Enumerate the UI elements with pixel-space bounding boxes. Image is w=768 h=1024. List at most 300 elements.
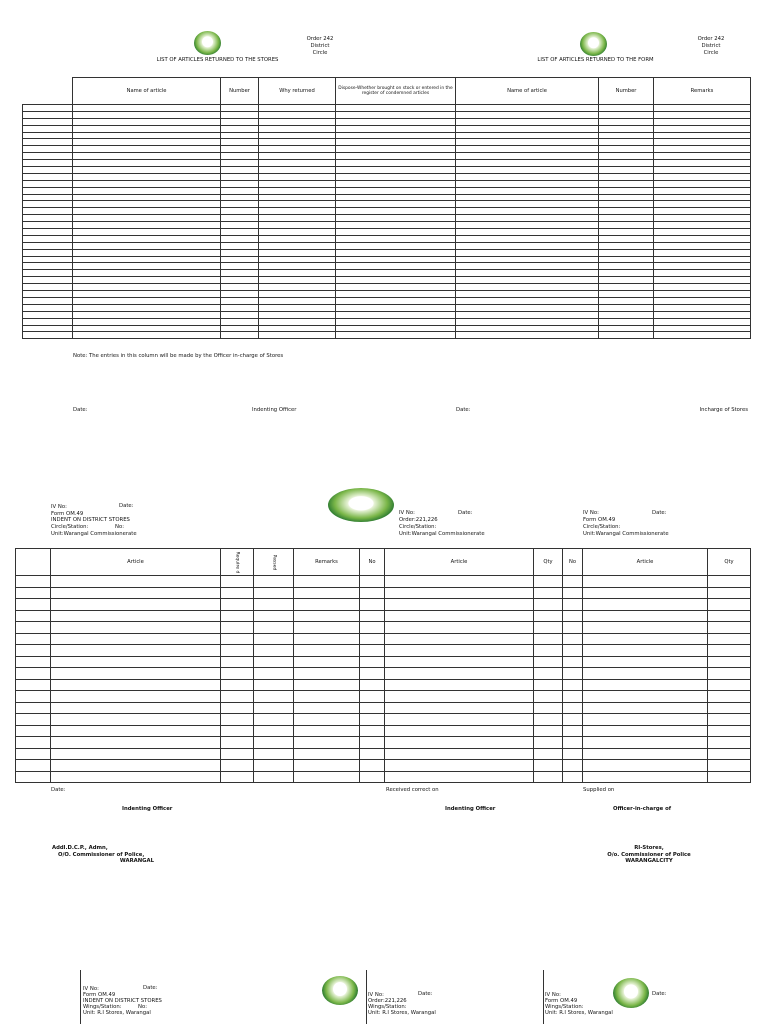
table-cell[interactable] [654, 208, 751, 215]
table-cell[interactable] [73, 229, 221, 236]
table-cell[interactable] [73, 270, 221, 277]
table-cell[interactable] [51, 610, 221, 622]
table-cell[interactable] [73, 311, 221, 318]
table-cell[interactable] [294, 645, 360, 657]
table-cell[interactable] [360, 760, 385, 772]
table-cell[interactable] [654, 318, 751, 325]
table-cell[interactable] [16, 645, 51, 657]
table-cell[interactable] [221, 173, 259, 180]
table-cell[interactable] [259, 118, 336, 125]
table-cell[interactable] [654, 105, 751, 112]
table-cell[interactable] [599, 311, 654, 318]
table-cell[interactable] [23, 194, 73, 201]
table-cell[interactable] [456, 249, 599, 256]
table-cell[interactable] [708, 622, 751, 634]
table-cell[interactable] [73, 153, 221, 160]
table-cell[interactable] [599, 160, 654, 167]
table-cell[interactable] [23, 118, 73, 125]
table-cell[interactable] [73, 215, 221, 222]
table-cell[interactable] [254, 668, 294, 680]
table-cell[interactable] [259, 304, 336, 311]
table-cell[interactable] [654, 270, 751, 277]
table-cell[interactable] [16, 771, 51, 783]
table-cell[interactable] [336, 297, 456, 304]
table-cell[interactable] [654, 297, 751, 304]
table-cell[interactable] [16, 622, 51, 634]
table-cell[interactable] [259, 229, 336, 236]
table-cell[interactable] [259, 284, 336, 291]
table-cell[interactable] [23, 332, 73, 339]
table-cell[interactable] [336, 180, 456, 187]
table-cell[interactable] [534, 622, 563, 634]
table-cell[interactable] [708, 656, 751, 668]
table-cell[interactable] [583, 737, 708, 749]
table-cell[interactable] [360, 679, 385, 691]
table-cell[interactable] [336, 270, 456, 277]
table-cell[interactable] [16, 679, 51, 691]
table-cell[interactable] [73, 180, 221, 187]
table-cell[interactable] [51, 748, 221, 760]
table-cell[interactable] [456, 215, 599, 222]
table-cell[interactable] [23, 222, 73, 229]
table-cell[interactable] [360, 714, 385, 726]
table-cell[interactable] [385, 702, 534, 714]
table-cell[interactable] [599, 132, 654, 139]
table-cell[interactable] [16, 610, 51, 622]
table-cell[interactable] [654, 304, 751, 311]
table-cell[interactable] [456, 173, 599, 180]
table-cell[interactable] [456, 180, 599, 187]
table-cell[interactable] [254, 576, 294, 588]
table-cell[interactable] [534, 633, 563, 645]
table-cell[interactable] [360, 656, 385, 668]
table-cell[interactable] [385, 714, 534, 726]
table-cell[interactable] [73, 304, 221, 311]
table-cell[interactable] [654, 187, 751, 194]
table-cell[interactable] [259, 318, 336, 325]
table-cell[interactable] [294, 771, 360, 783]
table-cell[interactable] [23, 201, 73, 208]
table-cell[interactable] [23, 311, 73, 318]
table-cell[interactable] [51, 576, 221, 588]
table-cell[interactable] [73, 332, 221, 339]
table-cell[interactable] [654, 311, 751, 318]
table-cell[interactable] [583, 691, 708, 703]
table-cell[interactable] [456, 304, 599, 311]
table-cell[interactable] [708, 760, 751, 772]
table-cell[interactable] [336, 208, 456, 215]
table-cell[interactable] [360, 633, 385, 645]
table-cell[interactable] [221, 622, 254, 634]
table-cell[interactable] [259, 180, 336, 187]
table-cell[interactable] [23, 270, 73, 277]
table-cell[interactable] [654, 132, 751, 139]
table-cell[interactable] [294, 737, 360, 749]
table-cell[interactable] [23, 284, 73, 291]
table-cell[interactable] [456, 263, 599, 270]
table-cell[interactable] [534, 737, 563, 749]
table-cell[interactable] [294, 668, 360, 680]
table-cell[interactable] [456, 187, 599, 194]
table-cell[interactable] [23, 325, 73, 332]
table-cell[interactable] [456, 311, 599, 318]
table-cell[interactable] [654, 146, 751, 153]
table-cell[interactable] [583, 610, 708, 622]
table-cell[interactable] [221, 229, 259, 236]
table-cell[interactable] [23, 187, 73, 194]
table-cell[interactable] [254, 702, 294, 714]
table-cell[interactable] [51, 691, 221, 703]
table-cell[interactable] [654, 118, 751, 125]
table-cell[interactable] [73, 242, 221, 249]
table-cell[interactable] [16, 725, 51, 737]
table-cell[interactable] [51, 645, 221, 657]
table-cell[interactable] [294, 679, 360, 691]
table-cell[interactable] [456, 146, 599, 153]
table-cell[interactable] [221, 291, 259, 298]
table-cell[interactable] [336, 215, 456, 222]
table-cell[interactable] [360, 737, 385, 749]
table-cell[interactable] [51, 702, 221, 714]
table-cell[interactable] [360, 576, 385, 588]
table-cell[interactable] [73, 291, 221, 298]
table-cell[interactable] [221, 325, 259, 332]
table-cell[interactable] [708, 771, 751, 783]
table-cell[interactable] [73, 318, 221, 325]
table-cell[interactable] [456, 105, 599, 112]
table-cell[interactable] [221, 668, 254, 680]
table-cell[interactable] [51, 725, 221, 737]
table-cell[interactable] [23, 263, 73, 270]
table-cell[interactable] [563, 645, 583, 657]
table-cell[interactable] [336, 118, 456, 125]
table-cell[interactable] [259, 111, 336, 118]
table-cell[interactable] [456, 194, 599, 201]
table-cell[interactable] [254, 610, 294, 622]
table-cell[interactable] [294, 576, 360, 588]
table-cell[interactable] [259, 332, 336, 339]
table-cell[interactable] [221, 270, 259, 277]
table-cell[interactable] [534, 691, 563, 703]
table-cell[interactable] [259, 167, 336, 174]
table-cell[interactable] [563, 633, 583, 645]
table-cell[interactable] [254, 760, 294, 772]
table-cell[interactable] [599, 263, 654, 270]
table-cell[interactable] [221, 771, 254, 783]
table-cell[interactable] [336, 194, 456, 201]
table-cell[interactable] [534, 610, 563, 622]
table-cell[interactable] [583, 587, 708, 599]
table-cell[interactable] [221, 146, 259, 153]
table-cell[interactable] [259, 263, 336, 270]
table-cell[interactable] [599, 284, 654, 291]
table-cell[interactable] [654, 242, 751, 249]
table-cell[interactable] [221, 748, 254, 760]
table-cell[interactable] [599, 297, 654, 304]
table-cell[interactable] [23, 318, 73, 325]
table-cell[interactable] [221, 132, 259, 139]
table-cell[interactable] [51, 633, 221, 645]
table-cell[interactable] [563, 725, 583, 737]
table-cell[interactable] [221, 633, 254, 645]
table-cell[interactable] [336, 111, 456, 118]
table-cell[interactable] [654, 229, 751, 236]
table-cell[interactable] [336, 318, 456, 325]
table-cell[interactable] [599, 318, 654, 325]
table-cell[interactable] [73, 222, 221, 229]
table-cell[interactable] [221, 587, 254, 599]
table-cell[interactable] [385, 633, 534, 645]
table-cell[interactable] [456, 160, 599, 167]
table-cell[interactable] [336, 304, 456, 311]
table-cell[interactable] [254, 737, 294, 749]
table-cell[interactable] [221, 201, 259, 208]
table-cell[interactable] [336, 263, 456, 270]
table-cell[interactable] [294, 748, 360, 760]
table-cell[interactable] [583, 748, 708, 760]
table-cell[interactable] [254, 656, 294, 668]
table-cell[interactable] [73, 132, 221, 139]
table-cell[interactable] [259, 139, 336, 146]
table-cell[interactable] [456, 318, 599, 325]
table-cell[interactable] [456, 332, 599, 339]
table-cell[interactable] [385, 587, 534, 599]
table-cell[interactable] [534, 679, 563, 691]
table-cell[interactable] [221, 125, 259, 132]
table-cell[interactable] [221, 656, 254, 668]
table-cell[interactable] [599, 242, 654, 249]
table-cell[interactable] [360, 587, 385, 599]
table-cell[interactable] [221, 645, 254, 657]
table-cell[interactable] [336, 277, 456, 284]
table-cell[interactable] [456, 208, 599, 215]
table-cell[interactable] [336, 291, 456, 298]
table-cell[interactable] [336, 242, 456, 249]
table-cell[interactable] [51, 599, 221, 611]
table-cell[interactable] [708, 576, 751, 588]
table-cell[interactable] [16, 702, 51, 714]
table-cell[interactable] [294, 725, 360, 737]
table-cell[interactable] [73, 201, 221, 208]
table-cell[interactable] [563, 771, 583, 783]
table-cell[interactable] [654, 180, 751, 187]
table-cell[interactable] [23, 125, 73, 132]
table-cell[interactable] [23, 229, 73, 236]
table-cell[interactable] [654, 256, 751, 263]
table-cell[interactable] [294, 610, 360, 622]
table-cell[interactable] [583, 656, 708, 668]
table-cell[interactable] [51, 760, 221, 772]
table-cell[interactable] [23, 167, 73, 174]
table-cell[interactable] [259, 270, 336, 277]
table-cell[interactable] [599, 139, 654, 146]
table-cell[interactable] [654, 160, 751, 167]
table-cell[interactable] [534, 656, 563, 668]
table-cell[interactable] [259, 222, 336, 229]
table-cell[interactable] [654, 194, 751, 201]
table-cell[interactable] [456, 153, 599, 160]
table-cell[interactable] [534, 748, 563, 760]
table-cell[interactable] [583, 633, 708, 645]
table-cell[interactable] [259, 291, 336, 298]
table-cell[interactable] [16, 587, 51, 599]
table-cell[interactable] [254, 771, 294, 783]
table-cell[interactable] [708, 702, 751, 714]
table-cell[interactable] [23, 215, 73, 222]
table-cell[interactable] [221, 249, 259, 256]
table-cell[interactable] [221, 318, 259, 325]
table-cell[interactable] [563, 702, 583, 714]
table-cell[interactable] [654, 153, 751, 160]
table-cell[interactable] [360, 599, 385, 611]
table-cell[interactable] [583, 679, 708, 691]
table-cell[interactable] [563, 587, 583, 599]
table-cell[interactable] [259, 208, 336, 215]
table-cell[interactable] [51, 668, 221, 680]
table-cell[interactable] [654, 325, 751, 332]
table-cell[interactable] [254, 599, 294, 611]
table-cell[interactable] [534, 771, 563, 783]
table-cell[interactable] [336, 132, 456, 139]
table-cell[interactable] [563, 714, 583, 726]
table-cell[interactable] [654, 249, 751, 256]
table-cell[interactable] [23, 180, 73, 187]
table-cell[interactable] [23, 242, 73, 249]
table-cell[interactable] [259, 194, 336, 201]
table-cell[interactable] [221, 679, 254, 691]
table-cell[interactable] [221, 139, 259, 146]
table-cell[interactable] [599, 249, 654, 256]
table-cell[interactable] [23, 160, 73, 167]
table-cell[interactable] [599, 332, 654, 339]
table-cell[interactable] [336, 187, 456, 194]
table-cell[interactable] [221, 610, 254, 622]
table-cell[interactable] [23, 291, 73, 298]
table-cell[interactable] [221, 599, 254, 611]
table-cell[interactable] [51, 771, 221, 783]
table-cell[interactable] [259, 297, 336, 304]
table-cell[interactable] [456, 222, 599, 229]
table-cell[interactable] [254, 679, 294, 691]
table-cell[interactable] [456, 297, 599, 304]
table-cell[interactable] [73, 263, 221, 270]
table-cell[interactable] [456, 242, 599, 249]
table-cell[interactable] [221, 714, 254, 726]
table-cell[interactable] [708, 599, 751, 611]
table-cell[interactable] [73, 208, 221, 215]
table-cell[interactable] [534, 760, 563, 772]
table-cell[interactable] [456, 270, 599, 277]
table-cell[interactable] [336, 167, 456, 174]
table-cell[interactable] [336, 105, 456, 112]
table-cell[interactable] [23, 208, 73, 215]
table-cell[interactable] [221, 194, 259, 201]
table-cell[interactable] [73, 105, 221, 112]
table-cell[interactable] [456, 235, 599, 242]
table-cell[interactable] [336, 160, 456, 167]
table-cell[interactable] [259, 215, 336, 222]
table-cell[interactable] [583, 576, 708, 588]
table-cell[interactable] [599, 153, 654, 160]
table-cell[interactable] [259, 311, 336, 318]
table-cell[interactable] [456, 229, 599, 236]
table-cell[interactable] [16, 633, 51, 645]
table-cell[interactable] [708, 645, 751, 657]
table-cell[interactable] [259, 242, 336, 249]
table-cell[interactable] [534, 668, 563, 680]
table-cell[interactable] [221, 222, 259, 229]
table-cell[interactable] [563, 599, 583, 611]
table-cell[interactable] [73, 187, 221, 194]
table-cell[interactable] [360, 645, 385, 657]
table-cell[interactable] [456, 201, 599, 208]
table-cell[interactable] [583, 599, 708, 611]
table-cell[interactable] [221, 760, 254, 772]
table-cell[interactable] [259, 125, 336, 132]
table-cell[interactable] [73, 194, 221, 201]
table-cell[interactable] [221, 111, 259, 118]
table-cell[interactable] [336, 249, 456, 256]
table-cell[interactable] [534, 587, 563, 599]
table-cell[interactable] [599, 270, 654, 277]
table-cell[interactable] [654, 111, 751, 118]
table-cell[interactable] [534, 702, 563, 714]
table-cell[interactable] [599, 215, 654, 222]
table-cell[interactable] [654, 222, 751, 229]
table-cell[interactable] [254, 748, 294, 760]
table-cell[interactable] [563, 679, 583, 691]
table-cell[interactable] [23, 249, 73, 256]
table-cell[interactable] [654, 277, 751, 284]
table-cell[interactable] [294, 633, 360, 645]
table-cell[interactable] [221, 180, 259, 187]
table-cell[interactable] [599, 118, 654, 125]
table-cell[interactable] [259, 146, 336, 153]
table-cell[interactable] [563, 668, 583, 680]
table-cell[interactable] [221, 153, 259, 160]
table-cell[interactable] [221, 737, 254, 749]
table-cell[interactable] [385, 725, 534, 737]
table-cell[interactable] [654, 291, 751, 298]
table-cell[interactable] [385, 737, 534, 749]
table-cell[interactable] [654, 173, 751, 180]
table-cell[interactable] [294, 702, 360, 714]
table-cell[interactable] [599, 325, 654, 332]
table-cell[interactable] [360, 622, 385, 634]
table-cell[interactable] [599, 291, 654, 298]
table-cell[interactable] [73, 125, 221, 132]
table-cell[interactable] [221, 215, 259, 222]
table-cell[interactable] [599, 201, 654, 208]
table-cell[interactable] [654, 332, 751, 339]
table-cell[interactable] [385, 679, 534, 691]
table-cell[interactable] [294, 656, 360, 668]
table-cell[interactable] [456, 325, 599, 332]
table-cell[interactable] [654, 215, 751, 222]
table-cell[interactable] [51, 622, 221, 634]
table-cell[interactable] [456, 139, 599, 146]
table-cell[interactable] [563, 610, 583, 622]
table-cell[interactable] [221, 242, 259, 249]
table-cell[interactable] [259, 132, 336, 139]
table-cell[interactable] [563, 737, 583, 749]
table-cell[interactable] [16, 599, 51, 611]
table-cell[interactable] [51, 737, 221, 749]
table-cell[interactable] [360, 668, 385, 680]
table-cell[interactable] [336, 173, 456, 180]
table-cell[interactable] [336, 311, 456, 318]
table-cell[interactable] [254, 714, 294, 726]
